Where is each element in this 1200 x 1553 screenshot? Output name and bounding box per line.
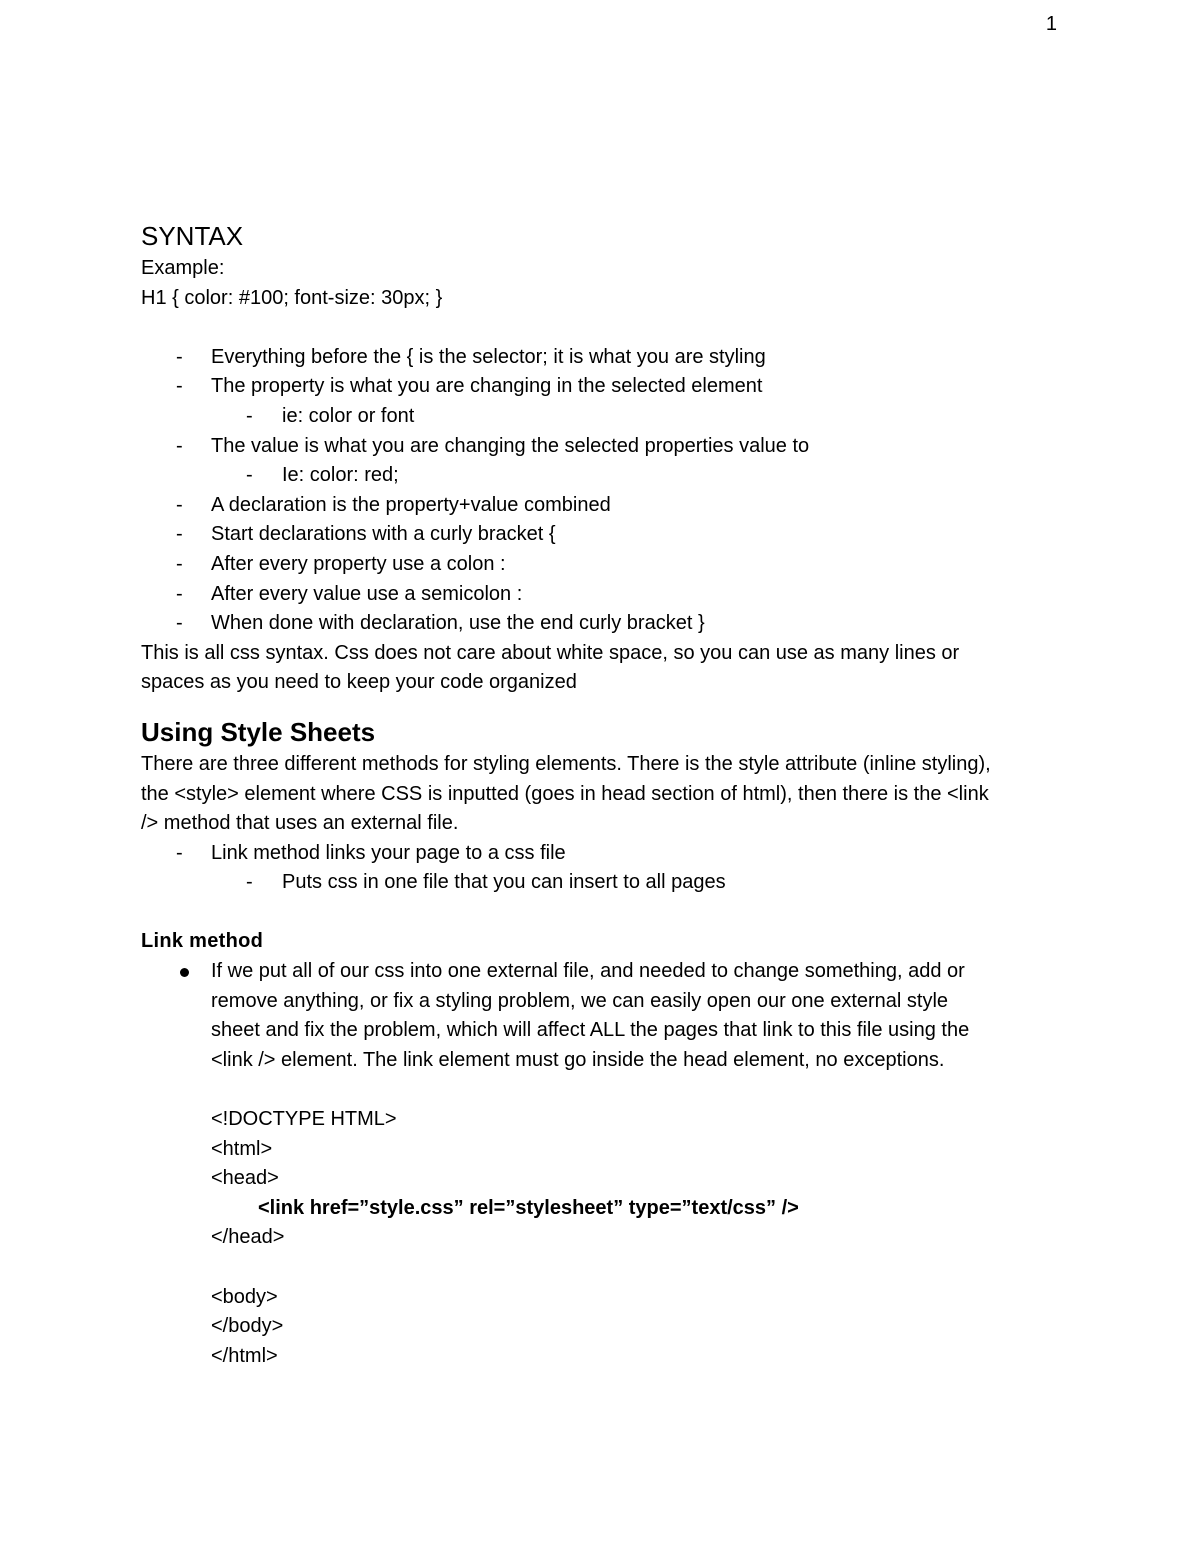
spacer bbox=[141, 313, 1066, 343]
style-sheets-list bbox=[141, 839, 1066, 898]
code-example bbox=[141, 1105, 1066, 1371]
syntax-item-semicolon: - After every value use a semicolon : bbox=[141, 580, 1066, 610]
syntax-heading: SYNTAX bbox=[141, 221, 244, 251]
code-link-tag: <link href=”style.css” rel=”stylesheet” type=”text/css” /> bbox=[258, 1196, 799, 1219]
link-method-bullet-line: If we put all of our css into one external file, and needed to change something, add or bbox=[211, 960, 965, 983]
style-sheets-heading: Using Style Sheets bbox=[141, 716, 376, 747]
syntax-subitem-property-example: - ie: color or font bbox=[141, 402, 1066, 432]
syntax-subitem-value-example: - Ie: color: red; bbox=[141, 461, 1066, 491]
link-method-list bbox=[141, 957, 1066, 1075]
code-body-open: <body> bbox=[211, 1285, 278, 1308]
link-method-bullet-line: remove anything, or fix a styling problem, we can easily open our one external style bbox=[211, 989, 949, 1012]
syntax-item-declaration: - A declaration is the property+value combined bbox=[141, 491, 1066, 521]
syntax-summary-line: This is all css syntax. Css does not care about white space, so you can use as many lines or bbox=[141, 641, 960, 664]
document-content bbox=[141, 218, 1066, 1371]
syntax-item-start-bracket: - Start declarations with a curly bracket { bbox=[141, 520, 1066, 550]
code-doctype: <!DOCTYPE HTML> bbox=[211, 1108, 397, 1131]
page-number: 1 bbox=[1045, 13, 1057, 35]
link-method-bullet-line: sheet and fix the problem, which will affect ALL the pages that link to this file using the bbox=[211, 1019, 970, 1042]
link-method-bullet bbox=[141, 957, 1066, 1075]
spacer bbox=[141, 1075, 1066, 1105]
syntax-summary-line: spaces as you need to keep your code organized bbox=[141, 671, 577, 694]
code-html-open: <html> bbox=[211, 1137, 273, 1160]
syntax-item-colon: - After every property use a colon : bbox=[141, 550, 1066, 580]
style-sheets-item-link: - Link method links your page to a css file bbox=[141, 839, 1066, 869]
style-sheets-intro-line: There are three different methods for styling elements. There is the style attribute (inline styling), bbox=[141, 752, 991, 775]
code-head-close: </head> bbox=[211, 1226, 285, 1249]
code-html-close: </html> bbox=[211, 1344, 278, 1367]
spacer bbox=[141, 898, 1066, 928]
code-body-close: </body> bbox=[211, 1315, 284, 1338]
spacer bbox=[211, 1253, 1066, 1283]
example-code: H1 { color: #100; font-size: 30px; } bbox=[141, 286, 443, 309]
syntax-item-property: - The property is what you are changing in the selected element bbox=[141, 372, 1066, 402]
link-method-bullet-line: <link /> element. The link element must go inside the head element, no exceptions. bbox=[211, 1048, 945, 1071]
style-sheets-subitem-one-file: - Puts css in one file that you can insert to all pages bbox=[141, 868, 1066, 898]
syntax-list bbox=[141, 343, 1066, 639]
link-method-heading: Link method bbox=[141, 930, 264, 953]
code-head-open: <head> bbox=[211, 1167, 279, 1190]
style-sheets-intro-line: /> method that uses an external file. bbox=[141, 812, 459, 835]
syntax-item-end-bracket: - When done with declaration, use the end curly bracket } bbox=[141, 609, 1066, 639]
syntax-item-value: - The value is what you are changing the selected properties value to bbox=[141, 432, 1066, 462]
style-sheets-intro-line: the <style> element where CSS is inputted (goes in head section of html), then there is the <link bbox=[141, 782, 989, 805]
example-label: Example: bbox=[141, 257, 225, 279]
syntax-item-selector: - Everything before the { is the selector; it is what you are styling bbox=[141, 343, 1066, 373]
